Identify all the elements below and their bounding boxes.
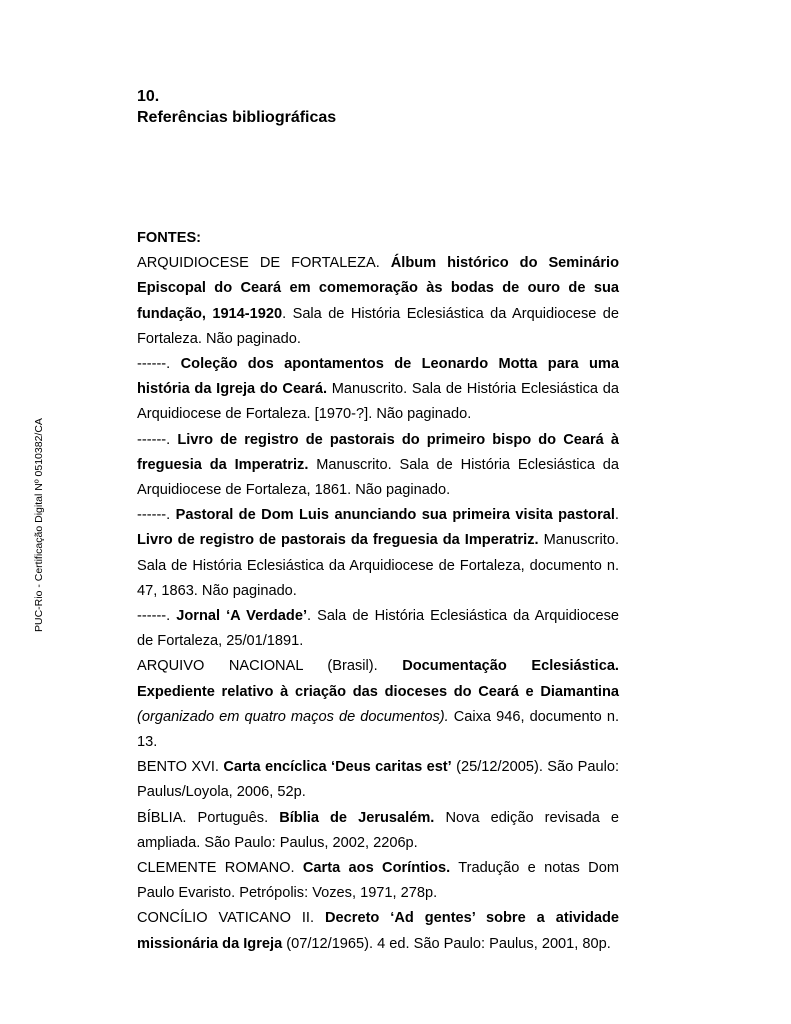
reference-title: Bíblia de Jerusalém. bbox=[279, 809, 435, 826]
chapter-heading bbox=[137, 86, 336, 128]
reference-entry bbox=[137, 755, 619, 805]
reference-note: (organizado em quatro maços de documentos). bbox=[137, 708, 449, 725]
reference-details: Manuscrito. Sala de História Eclesiástica da Arquidiocese de Fortaleza, documento n. 47, 1863. Não paginado. bbox=[137, 532, 620, 599]
reference-details: (07/12/1965). 4 ed. São Paulo: Paulus, 2001, 80p. bbox=[282, 935, 611, 952]
reference-details: Caixa 946, documento n. 13. bbox=[137, 708, 620, 751]
chapter-title: Referências bibliográficas bbox=[137, 109, 337, 126]
reference-source-title: Livro de registro de pastorais da freguesia da Imperatriz. bbox=[137, 532, 539, 549]
reference-author: ------. bbox=[137, 431, 178, 448]
reference-entry bbox=[137, 856, 619, 906]
reference-author: ARQUIVO NACIONAL (Brasil). bbox=[137, 658, 403, 675]
reference-details: Manuscrito. Sala de História Eclesiástica da Arquidiocese de Fortaleza, 1861. Não paginado. bbox=[137, 456, 619, 499]
reference-entry bbox=[137, 503, 619, 604]
reference-title: Decreto ‘Ad gentes’ sobre a atividade missionária da Igreja bbox=[137, 910, 620, 952]
reference-author: BÍBLIA. Português. bbox=[137, 809, 280, 826]
section-label: FONTES: bbox=[137, 230, 202, 246]
reference-entry bbox=[137, 604, 619, 654]
reference-title: Pastoral de Dom Luis anunciando sua primeira visita pastoral bbox=[175, 507, 615, 524]
reference-author: ------. bbox=[137, 356, 181, 373]
reference-author: ARQUIDIOCESE DE FORTALEZA. bbox=[137, 255, 391, 272]
reference-details: . Sala de História Eclesiástica da Arquidiocese de Fortaleza, 25/01/1891. bbox=[137, 608, 619, 650]
reference-author: CONCÍLIO VATICANO II. bbox=[137, 910, 325, 927]
reference-title: Jornal ‘A Verdade’ bbox=[176, 608, 307, 625]
reference-separator: . bbox=[614, 507, 619, 524]
reference-entry bbox=[137, 251, 619, 352]
reference-title: Livro de registro de pastorais do primeiro bispo do Ceará à freguesia da Imperatriz. bbox=[137, 431, 619, 473]
reference-details: Tradução e notas Dom Paulo Evaristo. Petrópolis: Vozes, 1971, 278p. bbox=[137, 860, 619, 902]
chapter-number: 10. bbox=[137, 88, 160, 105]
reference-author: ------. bbox=[137, 507, 176, 524]
reference-title: Carta aos Coríntios. bbox=[302, 860, 451, 877]
reference-details: Manuscrito. Sala de História Eclesiástica da Arquidiocese de Fortaleza. [1970-?]. Não paginado. bbox=[137, 381, 619, 423]
reference-entry bbox=[137, 428, 619, 504]
reference-details: Nova edição revisada e ampliada. São Paulo: Paulus, 2002, 2206p. bbox=[137, 809, 619, 851]
reference-author: ------. bbox=[137, 608, 177, 625]
certification-stamp: PUC-Rio - Certificação Digital Nº 0510382/CA bbox=[33, 418, 45, 632]
reference-details: . Sala de História Eclesiástica da Arquidiocese de Fortaleza. Não paginado. bbox=[137, 305, 619, 347]
reference-entry bbox=[137, 906, 619, 956]
references-list bbox=[137, 226, 619, 957]
reference-entry bbox=[137, 806, 619, 856]
reference-author: BENTO XVI. bbox=[137, 759, 224, 776]
reference-title: Álbum histórico do Seminário Episcopal do Ceará em comemoração às bodas de ouro de sua fundação, 1914-1920 bbox=[137, 255, 619, 322]
reference-author: CLEMENTE ROMANO. bbox=[137, 860, 303, 877]
reference-entry bbox=[137, 352, 619, 428]
reference-title: Documentação Eclesiástica. Expediente relativo à criação das dioceses do Ceará e Diamantina bbox=[137, 658, 619, 700]
reference-entry bbox=[137, 654, 619, 755]
reference-title: Coleção dos apontamentos de Leonardo Motta para uma história da Igreja do Ceará. bbox=[137, 356, 619, 398]
reference-details: (25/12/2005). São Paulo: Paulus/Loyola, 2006, 52p. bbox=[137, 759, 620, 801]
reference-title: Carta encíclica ‘Deus caritas est’ bbox=[223, 759, 452, 776]
